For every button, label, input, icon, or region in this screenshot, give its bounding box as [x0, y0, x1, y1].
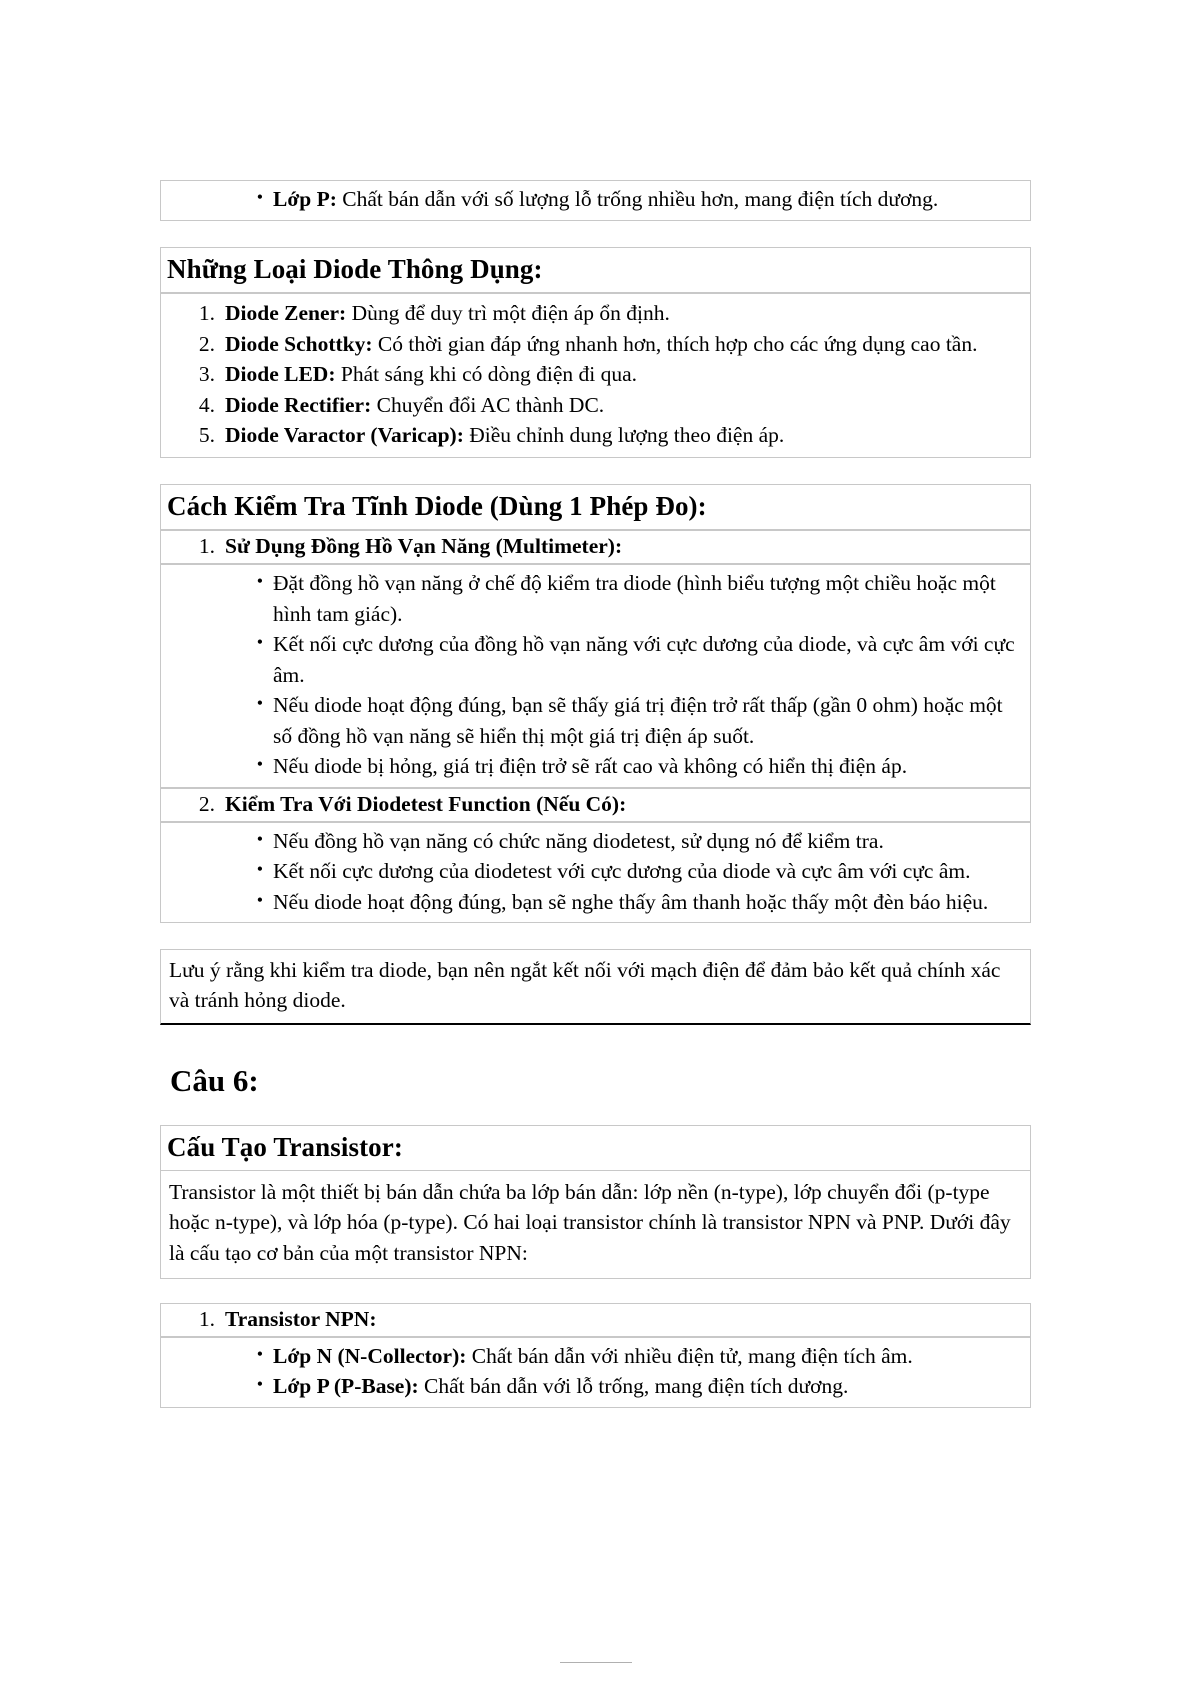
list-item-text: Kết nối cực dương của diodetest với cực dương của diode và cực âm với cực âm.: [273, 859, 971, 884]
list-number: 3.: [198, 362, 215, 387]
step-1-bullets-block: [160, 564, 1031, 788]
diode-types-list-block: [160, 293, 1031, 458]
bullet-marker: •: [256, 693, 263, 714]
list-item-label: Diode Varactor (Varicap):: [225, 423, 464, 448]
list-item-label: Lớp P (P-Base):: [273, 1374, 419, 1399]
list-item: [183, 359, 1022, 390]
list-item-text: [273, 1371, 1022, 1402]
list-item-text: Nếu diode bị hỏng, giá trị điện trở sẽ rất cao và không có hiển thị điện áp.: [273, 754, 908, 779]
list-item-body: Chuyển đổi AC thành DC.: [371, 392, 605, 417]
heading-transistor-block: [160, 1125, 1031, 1172]
list-item-text: Nếu diode hoạt động đúng, bạn sẽ thấy giá trị điện trở rất thấp (gần 0 ohm) hoặc một số đồng hồ vạn năng sẽ hiển thị một giá trị điện áp suốt.: [273, 693, 1003, 748]
list-item-text: Đặt đồng hồ vạn năng ở chế độ kiểm tra diode (hình biểu tượng một chiều hoặc một hình tam giác).: [273, 571, 996, 626]
list-item: [239, 1341, 1022, 1372]
list-item-body: Điều chỉnh dung lượng theo điện áp.: [463, 423, 785, 448]
bullet-list: [239, 184, 1022, 215]
bullet-marker: •: [256, 1343, 263, 1364]
list-item: [239, 887, 1022, 918]
bullet-list: [239, 568, 1022, 782]
list-item-text: Nếu đồng hồ vạn năng có chức năng diodetest, sử dụng nó để kiểm tra.: [273, 828, 884, 853]
list-item: [239, 826, 1022, 857]
list-item-text: [225, 329, 1022, 360]
heading-diode-types: Những Loại Diode Thông Dụng:: [167, 253, 543, 284]
list-item-label: Diode Rectifier:: [225, 392, 372, 417]
list-item: [239, 184, 1022, 215]
question-heading-block: [160, 1055, 1031, 1107]
list-number: 5.: [198, 423, 215, 448]
bullet-marker: •: [256, 859, 263, 880]
transistor-paragraph-block: [160, 1171, 1031, 1278]
list-item-label: Diode Schottky:: [225, 331, 373, 356]
list-number: 2.: [198, 331, 215, 356]
list-item-body: Dùng để duy trì một điện áp ổn định.: [346, 301, 670, 326]
list-item-text: [225, 359, 1022, 390]
step-2-heading: [160, 788, 1031, 822]
transistor-step-1-bullets-block: [160, 1337, 1031, 1408]
question-heading: Câu 6:: [170, 1062, 259, 1098]
list-item: [183, 298, 1022, 329]
list-item: [239, 856, 1022, 887]
step-title: Transistor NPN:: [225, 1306, 377, 1331]
list-number: 4.: [198, 392, 215, 417]
list-item-text: [273, 184, 1022, 215]
list-item-text: [225, 298, 1022, 329]
step-title: Sử Dụng Đồng Hồ Vạn Năng (Multimeter):: [225, 534, 623, 559]
list-item-body: Chất bán dẫn với lỗ trống, mang điện tích dương.: [418, 1374, 849, 1399]
list-item: [183, 390, 1022, 421]
list-item-text: Nếu diode hoạt động đúng, bạn sẽ nghe thấy âm thanh hoặc thấy một đèn báo hiệu.: [273, 889, 989, 914]
list-item-label: Diode LED:: [225, 362, 336, 387]
step-number: 1.: [198, 1306, 215, 1331]
step-number: 2.: [198, 791, 215, 816]
list-item: [183, 420, 1022, 451]
heading-transistor: Cấu Tạo Transistor:: [167, 1131, 403, 1162]
list-number: 1.: [198, 301, 215, 326]
list-item: [239, 1371, 1022, 1402]
list-item-body: Chất bán dẫn với nhiều điện tử, mang điện tích âm.: [466, 1343, 913, 1368]
list-item-text: [225, 420, 1022, 451]
list-item-text: [273, 1341, 1022, 1372]
list-item: [239, 690, 1022, 751]
list-item-body: Phát sáng khi có dòng điện đi qua.: [335, 362, 638, 387]
list-item-text: Kết nối cực dương của đồng hồ vạn năng với cực dương của diode, và cực âm với cực âm.: [273, 632, 1015, 687]
list-item-label: Lớp N (N-Collector):: [273, 1343, 467, 1368]
step-title: Kiểm Tra Với Diodetest Function (Nếu Có):: [225, 791, 627, 816]
bullet-marker: •: [256, 1374, 263, 1395]
transistor-paragraph: Transistor là một thiết bị bán dẫn chứa ba lớp bán dẫn: lớp nền (n-type), lớp chuyển đổi (p-type hoặc n-type), và lớp hóa (p-type). Có hai loại transistor chính là transistor NPN và PNP. Dưới đây là cấu tạo cơ bản của một transistor NPN:: [169, 1180, 1011, 1265]
list-item-label: Lớp P:: [273, 187, 337, 211]
bullet-marker: •: [256, 187, 263, 207]
note-block: [160, 949, 1031, 1024]
list-item: [239, 568, 1022, 629]
footer-divider: [560, 1662, 632, 1663]
list-item-body: Có thời gian đáp ứng nhanh hơn, thích hợp cho các ứng dụng cao tần.: [372, 331, 978, 356]
heading-diode-test: Cách Kiểm Tra Tĩnh Diode (Dùng 1 Phép Đo):: [167, 490, 707, 521]
note-text: Lưu ý rằng khi kiểm tra diode, bạn nên ngắt kết nối với mạch điện để đảm bảo kết quả chính xác và tránh hỏng diode.: [169, 958, 1001, 1013]
list-item-body: Chất bán dẫn với số lượng lỗ trống nhiều hơn, mang điện tích dương.: [336, 187, 939, 211]
list-item-label: Diode Zener:: [225, 301, 347, 326]
transistor-step-1-heading: [160, 1303, 1031, 1337]
bullet-marker: •: [256, 889, 263, 910]
heading-diode-types-block: [160, 247, 1031, 294]
bullet-marker: •: [256, 828, 263, 849]
list-item: [183, 329, 1022, 360]
bullet-marker: •: [256, 632, 263, 653]
list-item-text: [225, 390, 1022, 421]
step-2-bullets-block: [160, 822, 1031, 924]
list-item: [239, 751, 1022, 782]
bullet-list: [239, 1341, 1022, 1402]
bullet-marker: •: [256, 754, 263, 775]
top-bullet-block: [160, 180, 1031, 221]
diode-types-list: [183, 298, 1022, 451]
list-item: [239, 629, 1022, 690]
heading-diode-test-block: [160, 484, 1031, 531]
step-1-heading: [160, 530, 1031, 564]
bullet-marker: •: [256, 571, 263, 592]
bullet-list: [239, 826, 1022, 918]
step-number: 1.: [198, 534, 215, 559]
